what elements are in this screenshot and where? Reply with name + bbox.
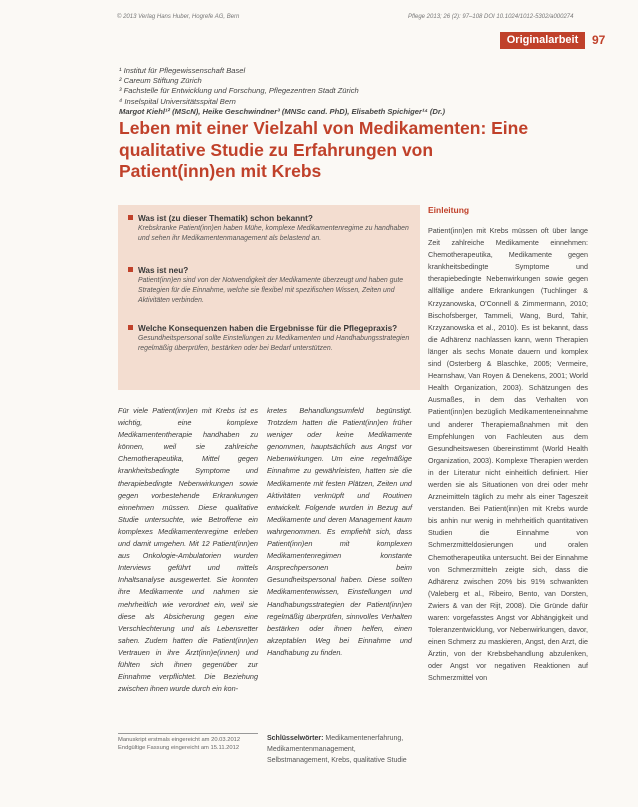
bullet-square-icon bbox=[128, 267, 133, 272]
affiliation: ⁴ Inselspital Universitätsspital Bern bbox=[119, 96, 236, 106]
introduction-heading: Einleitung bbox=[428, 205, 470, 215]
bullet-square-icon bbox=[128, 325, 133, 330]
section-badge: Originalarbeit bbox=[500, 32, 585, 49]
running-header-right: Pflege 2013; 26 (2): 97–108 DOI 10.1024/1012-5302/a000274 bbox=[408, 14, 574, 20]
key-point-text: Gesundheitspersonal sollte Einstellungen zu Medikamenten und Handhabungsstrategien regelmäßig überprüfen, bestärken oder bei Bedarf unterstützen. bbox=[138, 335, 410, 353]
key-point-question: Was ist (zu dieser Thematik) schon bekannt? bbox=[138, 214, 313, 223]
key-point-text: Krebskranke Patient(inn)en haben Mühe, komplexe Medikamentenregime zu handhaben und sehen ihr Medikamentenmanagement als belastend an. bbox=[138, 225, 409, 243]
key-point-2 bbox=[128, 265, 413, 307]
article-title: Leben mit einer Vielzahl von Medikamenten: Eine qualitative Studie zu Erfahrungen von Patient(inn)en mit Krebs bbox=[119, 118, 529, 181]
footnote: Manuskript erstmals eingereicht am 20.03.2012 Endgültige Fassung eingereicht am 15.11.2012 bbox=[118, 737, 241, 751]
affiliation: ² Careum Stiftung Zürich bbox=[119, 76, 202, 86]
footnote-divider bbox=[118, 733, 258, 734]
key-point-question: Welche Konsequenzen haben die Ergebnisse für die Pflegepraxis? bbox=[138, 324, 398, 333]
affiliation: ¹ Institut für Pflegewissenschaft Basel bbox=[119, 66, 246, 75]
key-point-1 bbox=[128, 213, 413, 244]
key-point-text: Patient(inn)en sind von der Notwendigkeit der Medikamente überzeugt und haben gute Strategien für die Einnahme, welche sie flexibel mit spezifischen Wissen, Zeiten und Aktivitäten verbinden. bbox=[138, 277, 404, 305]
affiliation: ³ Fachstelle für Entwicklung und Forschung, Pflegezentren Stadt Zürich bbox=[119, 86, 359, 96]
bullet-square-icon bbox=[128, 215, 133, 220]
keywords-label: Schlüsselwörter: bbox=[267, 735, 324, 742]
keywords-text: Medikamentenerfahrung, Medikamentenmanagement, Selbstmanagement, Krebs, qualitative Studie bbox=[267, 735, 407, 764]
key-point-3 bbox=[128, 323, 413, 354]
affiliations-block bbox=[119, 66, 499, 117]
keywords bbox=[267, 733, 412, 766]
abstract-column-2: kretes Behandlungsumfeld begünstigt. Trotzdem hatten die Patient(inn)en früher weniger oder keine Medikamente genommen, hauptsächlich aus Angst vor Nebenwirkungen. Um eine regelmäßige Einnahme zu gewährleisten, hatten sie die Medikamente mit festen Plätzen, Zeiten und Aktivitäten verknüpft und Routinen entwickelt. Folgende wurden in Bezug auf Medikamente und deren Management kaum wahrgenommen. Es empfiehlt sich, dass Patient(inn)en mit komplexen Medikamentenregimen konstante Ansprechpersonen beim Gesundheitspersonal haben. Diese sollten Medikamentenwissen, Einstellungen und Handhabungsstrategien der Patient(inn)en regelmäßig überprüfen, sinnvolles Verhalten bestärken oder ihnen helfen, einen akzeptablen Weg bei Einnahme und Handhabung zu finden. bbox=[267, 406, 412, 657]
key-points-box bbox=[118, 205, 420, 390]
key-point-question: Was ist neu? bbox=[138, 266, 189, 275]
page-number: 97 bbox=[592, 33, 606, 47]
running-header-left: © 2013 Verlag Hans Huber, Hogrefe AG, Bern bbox=[117, 14, 240, 20]
introduction-text: Patient(inn)en mit Krebs müssen oft über lange Zeit zahlreiche Medikamente einnehmen: Chemotherapeutika, Medikamente gegen krankheitsbedingte Symptome und therapiebedingte Nebenwirkungen sowie gegen allfällige andere Erkrankungen (Tuchlinger & Krzyzanowska, O'Connell & Zimmermann, 2010; Bischofsberger, Tammeli, Wang, Burd, Tahir, Krzyzanowska et al., 2010). Es ist bekannt, dass die Adhärenz nachlassen kann, wenn Therapien länger als sechs Monate dauern und komplex sind (Osterberg & Blaschke, 2005; Vermeire, Hearnshaw, Van Royen & Denekens, 2001; World Health Organization, 2003). Schätzungen des Ausmaßes, in dem das Verhalten von Patient(inn)en bezüglich Medikamenteneinnahme und anderer Therapiemaßnahmen mit den Empfehlungen von Fachleuten aus dem Gesundheitswesen übereinstimmt (World Health Organization, 2003). Komplexe Therapien werden in der Literatur nicht einheitlich definiert. Hier werden sie als Situationen von drei oder mehr Arzneimitteln täglich zu mehr als einer Tageszeit verstanden. Bei Patient(inn)en mit Krebs wurde bis anhin nur wenig in mehrheitlich quantitativen Studien die Einnahme von Schmerzmitteldosierungen und oralen Chemotherapeutika untersucht. Bei der Einnahme von Schmerzmitteln zeigte sich, dass die Adhärenz zwischen 20% bis 91% schwankten (Valeberg et al., Ribeiro, Bento, van Dorsten, Zwiers & van der Rijt, 2008). Die Gründe dafür waren: vorgefasstes Angst vor Abhängigkeit und Toleranzentwicklung, vor Nebenwirkungen, davor, einen Schmerz zu maskieren, Angst, den Arzt, die Ärztin, von der Krebsbehandlung abzulenken, oder Angst vor negativen Reaktionen auf Schmerzmittel von bbox=[428, 226, 588, 683]
author-line: Margot Kiehl¹² (MScN), Heike Geschwindner³ (MNSc cand. PhD), Elisabeth Spichiger¹⁴ (Dr.) bbox=[119, 106, 446, 116]
abstract-column-1: Für viele Patient(inn)en mit Krebs ist es wichtig, eine komplexe Medikamententherapie handhaben zu können, weil sie zahlreiche Chemotherapeutika, Mittel gegen krankheitsbedingte Symptome und therapiebedingte Nebenwirkungen sowie gegen vorbestehende Erkrankungen einnehmen müssen. Diese qualitative Studie untersuchte, wie Betroffene ein komplexes Medikamentenregime erleben und damit umgehen. Mit 12 Patient(inn)en aus Onkologie-Ambulatorien wurden Interviews geführt und mittels Inhaltsanalyse ausgewertet. Sie konnten ihre Medikamente und nahmen sie mehrheitlich wie verordnet ein, weil sie diese als Absicherung gegen eine Verschlechterung und als Lebensretter sahen. Zudem hatten die Patient(inn)en Vertrauen in ihre Ärzt(inn)e(innen) und fühlten sich ihnen gegenüber zur Einnahme verpflichtet. Die Beziehung zwischen ihnen wurde durch ein kon- bbox=[118, 406, 258, 694]
